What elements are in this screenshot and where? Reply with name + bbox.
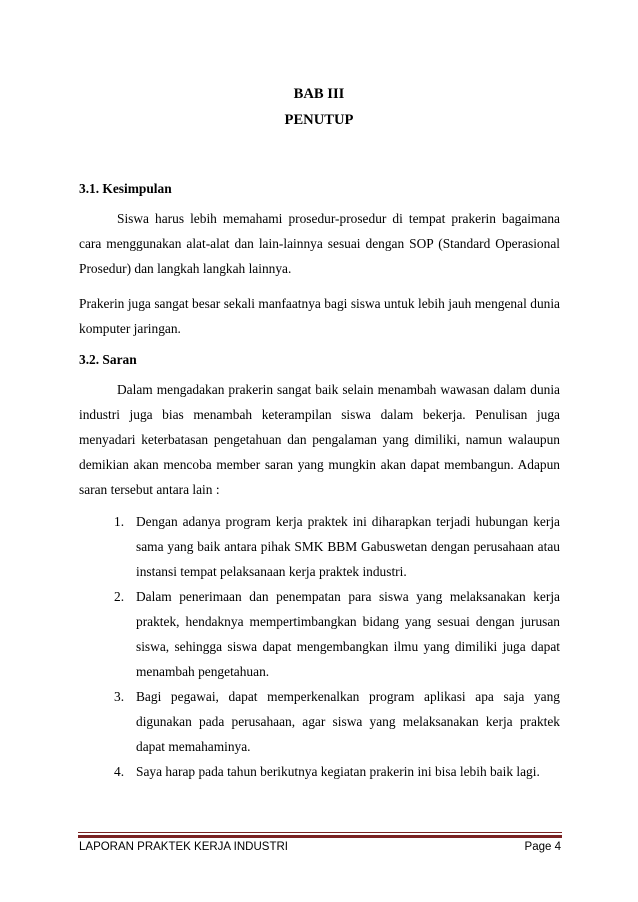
list-item-number: 4. [114,764,125,779]
list-item [114,684,560,759]
chapter-title: PENUTUP [284,112,354,128]
section-heading-saran: 3.2. Saran [79,352,137,367]
paragraph-saran-intro: Dalam mengadakan prakerin sangat baik selain menambah wawasan dalam dunia industri juga bias menambah keterampilan siswa dalam bekerja. Penulisan juga menyadari keterbatasan pengetahuan dan pengalaman yang dimiliki, namun walaupun demikian akan mencoba member saran yang mungkin akan dapat membangun. Adapun saran tersebut antara lain : [79,382,560,497]
list-item-text: Saya harap pada tahun berikutnya kegiatan prakerin ini bisa lebih baik lagi. [136,764,540,779]
list-item-text: Bagi pegawai, dapat memperkenalkan program aplikasi apa saja yang digunakan pada perusahaan, agar siswa yang melaksanakan kerja praktek dapat memahaminya. [136,689,560,754]
section-heading-kesimpulan: 3.1. Kesimpulan [79,181,172,196]
list-item-text: Dalam penerimaan dan penempatan para siswa yang melaksanakan kerja praktek, hendaknya mempertimbangkan bidang yang sesuai dengan jurusan siswa, sehingga siswa dapat mengembangkan ilmu yang dimiliki juga dapat menambah pengetahuan. [136,589,560,679]
footer-divider-thin [78,832,562,833]
footer-report-title: LAPORAN PRAKTEK KERJA INDUSTRI [79,841,288,853]
footer-page-number: Page 4 [524,841,561,853]
chapter-number: BAB III [293,86,345,102]
list-item-number: 2. [114,589,125,604]
list-item [114,584,560,684]
list-item-text: Dengan adanya program kerja praktek ini diharapkan terjadi hubungan kerja sama yang baik antara pihak SMK BBM Gabuswetan dengan perusahaan atau instansi tempat pelaksanaan kerja praktek industri. [136,514,560,579]
saran-list [114,509,560,784]
list-item-number: 1. [114,514,125,529]
paragraph-kesimpulan-2: Prakerin juga sangat besar sekali manfaatnya bagi siswa untuk lebih jauh mengenal dunia komputer jaringan. [79,296,560,336]
footer-divider-thick [78,835,562,838]
list-item [114,509,560,584]
paragraph-kesimpulan-1: Siswa harus lebih memahami prosedur-prosedur di tempat prakerin bagaimana cara menggunakan alat-alat dan lain-lainnya sesuai dengan SOP (Standard Operasional Prosedur) dan langkah langkah lainnya. [79,211,560,276]
list-item-number: 3. [114,689,125,704]
list-item [114,759,560,784]
